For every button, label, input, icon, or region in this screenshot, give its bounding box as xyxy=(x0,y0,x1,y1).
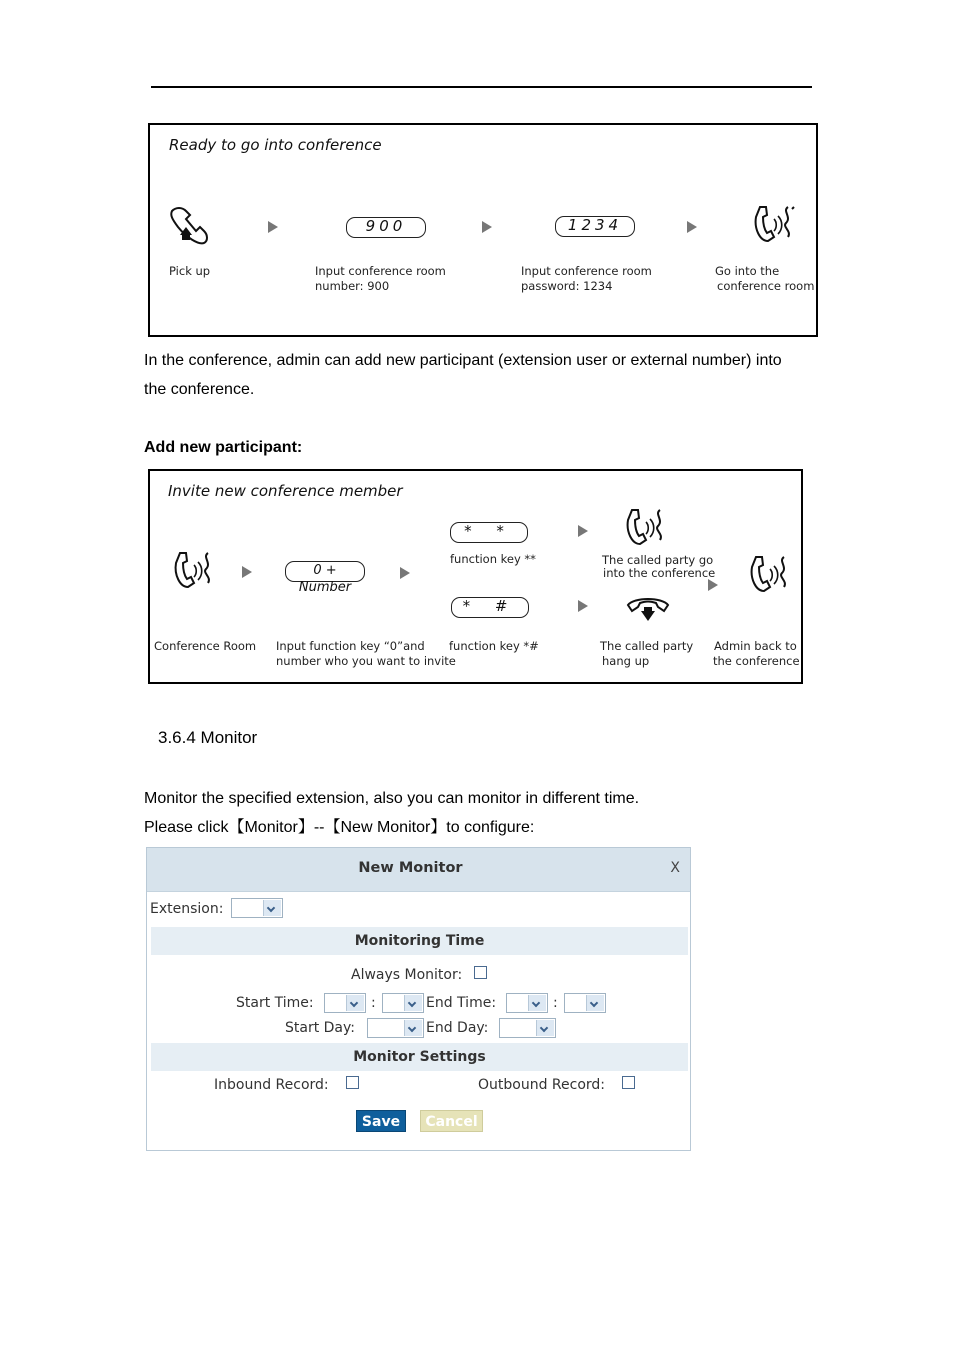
caption-input-password-1: Input conference room xyxy=(521,264,652,278)
start-day-select[interactable] xyxy=(367,1018,424,1038)
key-display-900: 900 xyxy=(346,217,426,238)
monitor-settings-heading: Monitor Settings xyxy=(353,1049,486,1065)
paragraph-line: Monitor the specified extension, also you can monitor in different time. xyxy=(144,790,640,807)
time-colon: : xyxy=(371,995,376,1011)
figure2-title: Invite new conference member xyxy=(168,482,403,500)
key-display-star-hash: * # xyxy=(451,597,529,618)
outbound-record-checkbox[interactable] xyxy=(622,1076,635,1089)
figure-ready-conference xyxy=(148,123,818,337)
key-display-0-number: 0 + Number xyxy=(285,561,365,582)
paragraph-line: the conference. xyxy=(144,381,255,398)
caption-admin-back-1: Admin back to xyxy=(714,639,797,653)
dialog-header xyxy=(147,848,690,892)
start-day-label: Start Day: xyxy=(285,1020,355,1036)
end-day-label: End Day: xyxy=(426,1020,489,1036)
monitoring-time-heading: Monitoring Time xyxy=(354,933,485,949)
chevron-down-icon xyxy=(536,1020,554,1036)
end-day-select[interactable] xyxy=(499,1018,556,1038)
phone-talking-icon xyxy=(752,203,796,243)
end-minute-select[interactable] xyxy=(564,993,606,1013)
always-monitor-label: Always Monitor: xyxy=(351,967,463,983)
phone-talking-icon xyxy=(748,553,792,593)
start-hour-select[interactable] xyxy=(324,993,366,1013)
inbound-record-checkbox[interactable] xyxy=(346,1076,359,1089)
caption-hang-up-2: hang up xyxy=(602,654,650,668)
section-heading: 3.6.4 Monitor xyxy=(158,728,258,747)
caption-go-into-1: Go into the xyxy=(715,264,780,278)
chevron-down-icon xyxy=(404,1020,422,1036)
caption-input-function-2: number who you want to invite xyxy=(276,654,456,668)
outbound-record-label: Outbound Record: xyxy=(478,1077,606,1093)
figure-invite-member xyxy=(148,469,803,684)
new-monitor-dialog xyxy=(146,847,691,1151)
flow-arrow xyxy=(268,221,278,233)
chevron-down-icon xyxy=(263,900,281,916)
caption-admin-back-2: the conference xyxy=(713,654,800,668)
extension-label: Extension: xyxy=(150,901,224,917)
caption-hang-up-1: The called party xyxy=(600,639,694,653)
extension-select[interactable] xyxy=(231,898,283,918)
caption-input-password-2: password: 1234 xyxy=(521,279,613,293)
flow-arrow xyxy=(687,221,697,233)
end-time-label: End Time: xyxy=(426,995,497,1011)
chevron-down-icon xyxy=(404,995,422,1011)
time-colon: : xyxy=(553,995,558,1011)
monitoring-time-section xyxy=(151,927,688,955)
phone-talking-icon xyxy=(172,549,216,589)
paragraph-line: Please click【Monitor】--【New Monitor】to configure: xyxy=(144,819,535,836)
key-display-1234: 1234 xyxy=(555,216,635,237)
caption-input-function-1: Input function key “0”and xyxy=(276,639,425,653)
cancel-button[interactable]: Cancel xyxy=(420,1110,483,1132)
flow-arrow xyxy=(578,600,588,612)
add-participant-heading: Add new participant: xyxy=(144,439,303,456)
monitor-settings-section xyxy=(151,1043,688,1071)
caption-input-room-number-1: Input conference room xyxy=(315,264,446,278)
end-hour-select[interactable] xyxy=(506,993,548,1013)
figure1-title: Ready to go into conference xyxy=(169,136,382,154)
caption-go-into-2: conference room xyxy=(717,279,815,293)
dialog-title: New Monitor xyxy=(358,860,463,876)
chevron-down-icon xyxy=(528,995,546,1011)
phone-talking-icon xyxy=(624,506,668,546)
close-icon[interactable]: X xyxy=(670,860,680,876)
chevron-down-icon xyxy=(586,995,604,1011)
caption-function-star-hash: function key *# xyxy=(449,639,539,653)
flow-arrow xyxy=(400,567,410,579)
always-monitor-checkbox[interactable] xyxy=(474,966,487,979)
caption-pick-up: Pick up xyxy=(169,264,211,278)
caption-called-go-2: into the conference xyxy=(603,566,716,580)
header-rule xyxy=(151,86,812,88)
handset-pickup-icon xyxy=(168,205,216,245)
key-display-star-star: * * xyxy=(450,522,528,543)
flow-arrow xyxy=(482,221,492,233)
flow-arrow xyxy=(242,566,252,578)
save-button[interactable]: Save xyxy=(356,1110,406,1132)
caption-function-star-star: function key ** xyxy=(450,552,536,566)
caption-conference-room: Conference Room xyxy=(154,639,257,653)
start-time-label: Start Time: xyxy=(236,995,314,1011)
handset-hangup-icon xyxy=(624,595,672,625)
start-minute-select[interactable] xyxy=(382,993,424,1013)
flow-arrow xyxy=(578,525,588,537)
chevron-down-icon xyxy=(346,995,364,1011)
flow-arrow xyxy=(708,579,718,591)
caption-input-room-number-2: number: 900 xyxy=(315,279,390,293)
paragraph-line: In the conference, admin can add new participant (extension user or external number) into xyxy=(144,352,782,369)
caption-called-go-1: The called party go xyxy=(602,553,714,567)
inbound-record-label: Inbound Record: xyxy=(214,1077,329,1093)
